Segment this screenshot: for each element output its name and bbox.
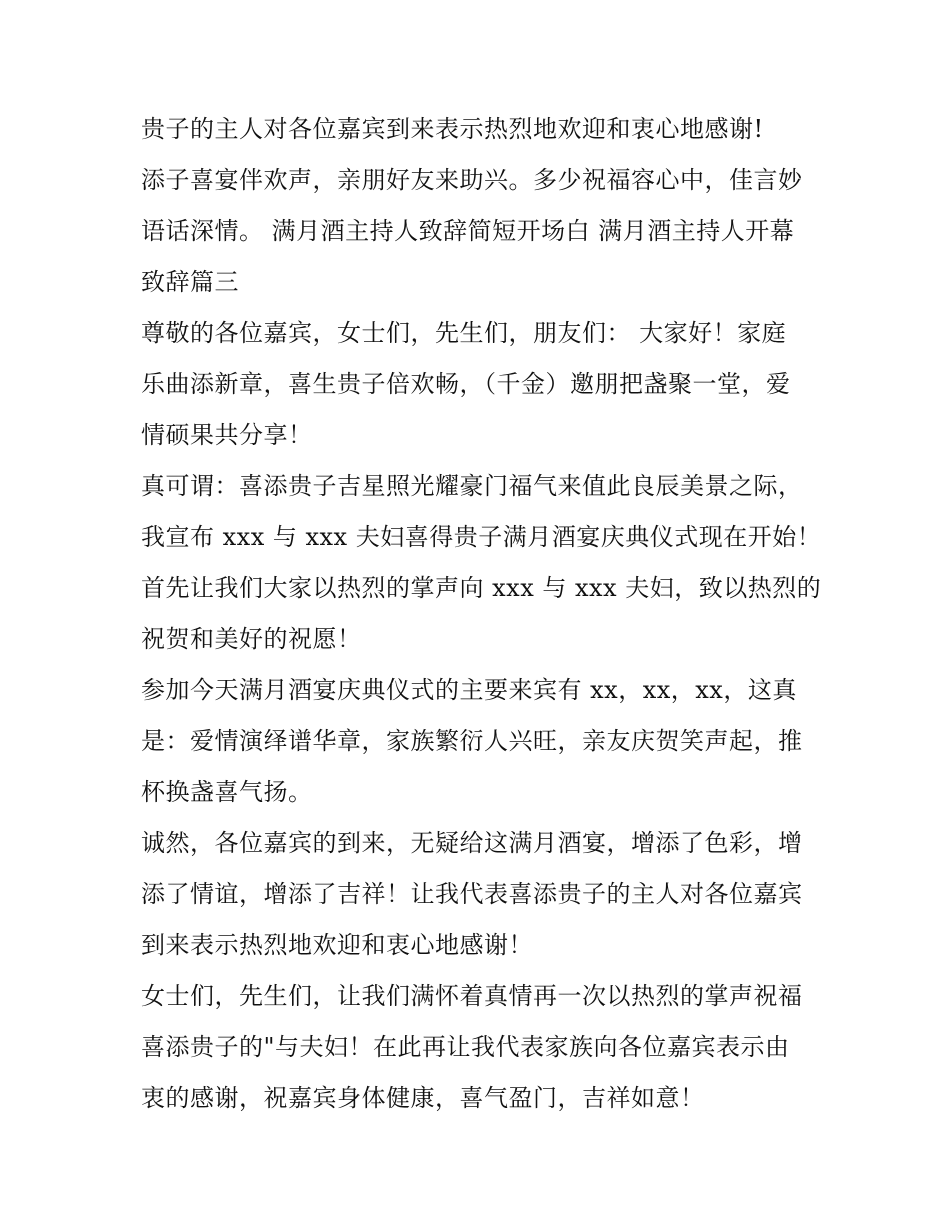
text-line: 我宣布 xxx 与 xxx 夫妇喜得贵子满月酒宴庆典仪式现在开始！ [141, 523, 822, 551]
text-line: 尊敬的各位嘉宾，女士们，先生们，朋友们： 大家好！家庭 [141, 319, 787, 347]
text-line: 衷的感谢，祝嘉宾身体健康，喜气盈门，吉祥如意！ [141, 1084, 705, 1112]
text-line: 语话深情。 满月酒主持人致辞简短开场白 满月酒主持人开幕 [141, 217, 795, 245]
text-line: 喜添贵子的"与夫妇！在此再让我代表家族向各位嘉宾表示由 [141, 1033, 790, 1061]
text-line: 情硕果共分享！ [141, 421, 313, 449]
text-line: 首先让我们大家以热烈的掌声向 xxx 与 xxx 夫妇，致以热烈的 [141, 574, 822, 602]
text-line: 乐曲添新章，喜生贵子倍欢畅，（千金）邀朋把盏聚一堂，爱 [141, 370, 791, 398]
text-line: 是：爱情演绎谱华章，家族繁衍人兴旺，亲友庆贺笑声起，推 [141, 727, 803, 755]
text-line: 贵子的主人对各位嘉宾到来表示热烈地欢迎和衷心地感谢! [141, 115, 764, 143]
text-line: 致辞篇三 [141, 268, 239, 296]
text-line: 添子喜宴伴欢声，亲朋好友来助兴。多少祝福容心中，佳言妙 [141, 166, 803, 194]
text-line: 参加今天满月酒宴庆典仪式的主要来宾有 xx，xx，xx，这真 [141, 676, 797, 704]
text-line: 诚然，各位嘉宾的到来，无疑给这满月酒宴，增添了色彩，增 [141, 829, 803, 857]
text-line: 真可谓：喜添贵子吉星照光耀豪门福气来值此良辰美景之际， [141, 472, 803, 500]
text-line: 添了情谊，增添了吉祥！让我代表喜添贵子的主人对各位嘉宾 [141, 880, 803, 908]
text-line: 祝贺和美好的祝愿！ [141, 625, 362, 653]
text-line: 到来表示热烈地欢迎和衷心地感谢！ [141, 931, 533, 959]
text-line: 女士们，先生们，让我们满怀着真情再一次以热烈的掌声祝福 [141, 982, 803, 1010]
text-line: 杯换盏喜气扬。 [141, 778, 313, 806]
